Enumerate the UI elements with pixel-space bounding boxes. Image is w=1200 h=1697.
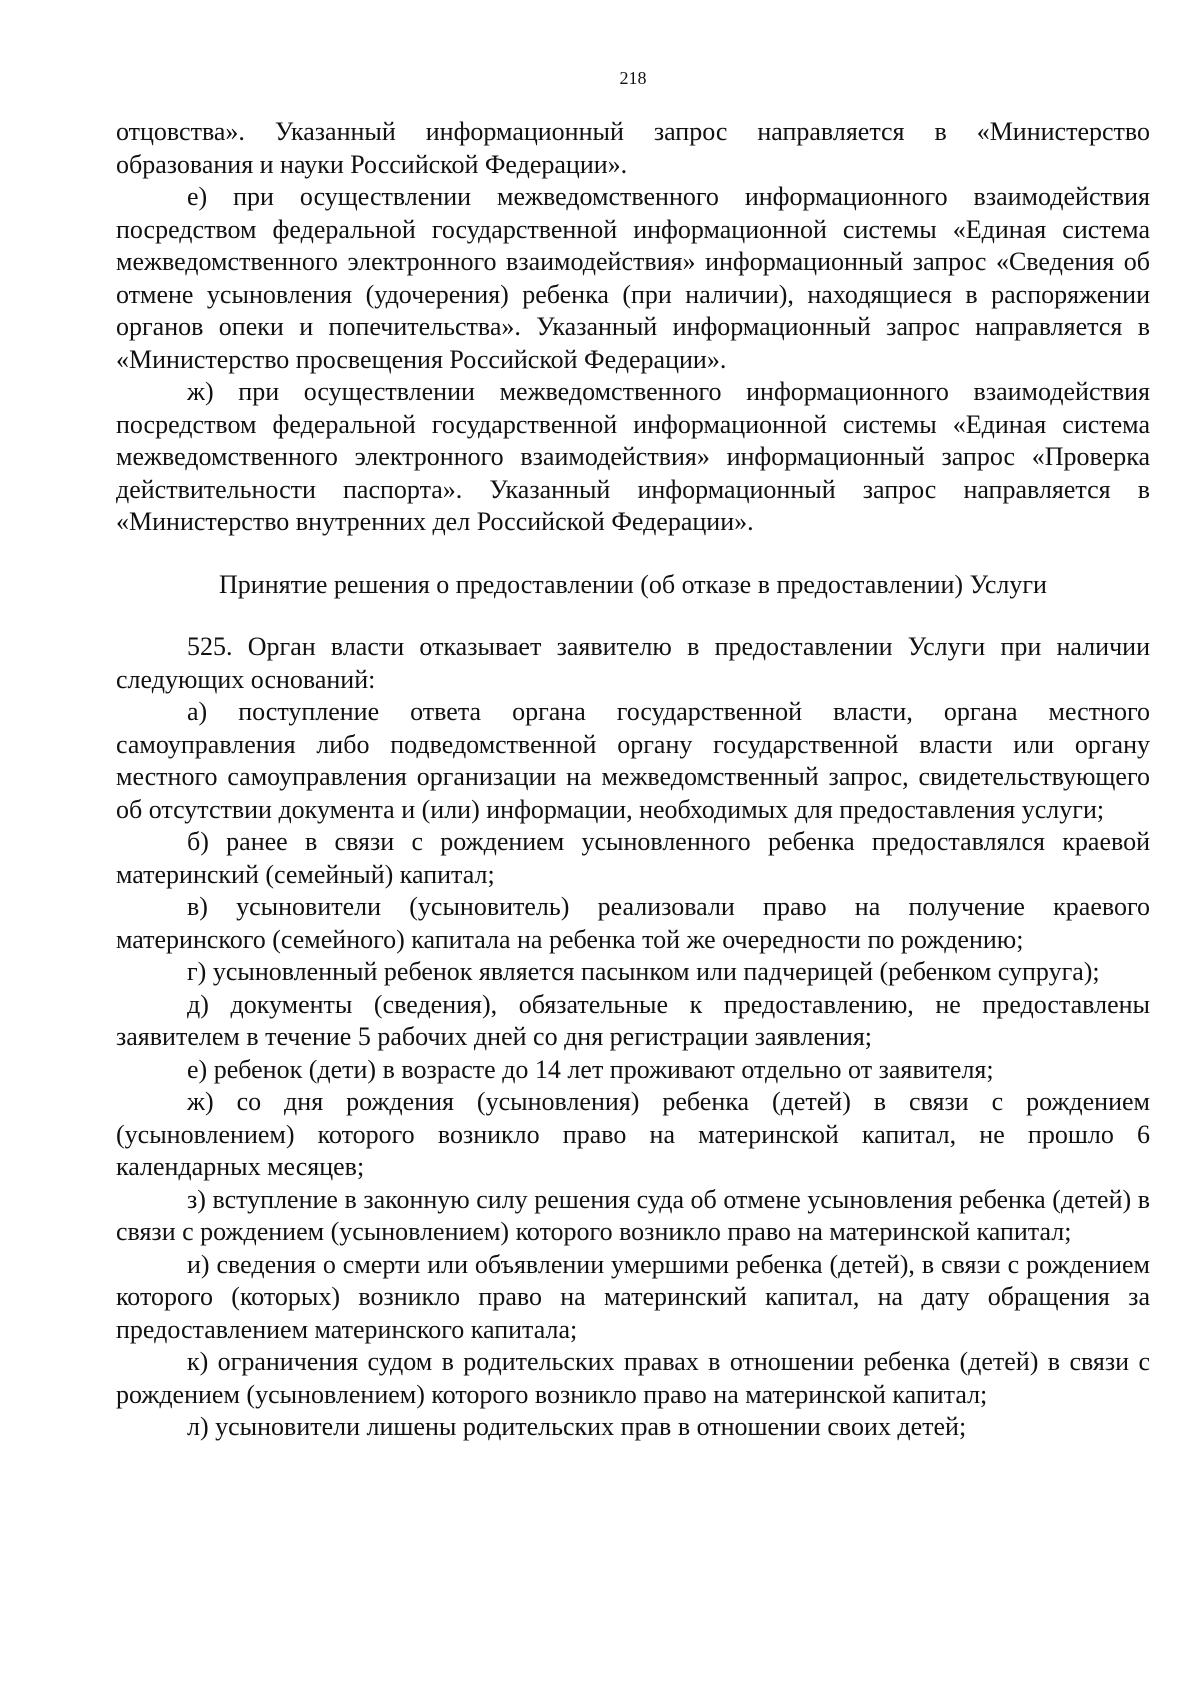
list-item-a: а) поступление ответа органа государственной власти, органа местного самоуправления либо подведомственной органу государственной власти или органу местного самоуправления организации на межведомственный запрос, свидетельствующего об отсутствии документа и (или) информации, необходимых для предоставления услуги; <box>116 697 1150 824</box>
section-heading: Принятие решения о предоставлении (об отказе в предоставлении) Услуги <box>219 569 1047 599</box>
list-item-z: з) вступление в законную силу решения суда об отмене усыновления ребенка (детей) в связи с рождением (усыновлением) которого возникло право на материнской капитал; <box>116 1184 1150 1246</box>
list-item-b: б) ранее в связи с рождением усыновленного ребенка предоставлялся краевой материнский (семейный) капитал; <box>116 827 1150 889</box>
paragraph-item-e-request: е) при осуществлении межведомственного информационного взаимодействия посредством федеральной государственной информационной системы «Единая система межведомственного электронного взаимодействия» информационный запрос «Сведения об отмене усыновления (удочерения) ребенка (при наличии), находящиеся в распоряжении органов опеки и попечительства». Указанный информационный запрос направляется в «Министерство просвещения Российской Федерации». <box>116 182 1150 374</box>
list-item-v: в) усыновители (усыновитель) реализовали право на получение краевого материнского (семейного) капитала на ребенка той же очередности по рождению; <box>116 892 1150 954</box>
document-body <box>116 116 1150 1444</box>
list-item-e: е) ребенок (дети) в возрасте до 14 лет проживают отдельно от заявителя; <box>187 1054 994 1084</box>
page-number: 218 <box>619 68 647 88</box>
paragraph-continuation: отцовства». Указанный информационный запрос направляется в «Министерство образования и науки Российской Федерации». <box>116 117 1150 179</box>
paragraph-525: 525. Орган власти отказывает заявителю в предоставлении Услуги при наличии следующих оснований: <box>116 632 1150 694</box>
list-item-zh: ж) со дня рождения (усыновления) ребенка (детей) в связи с рождением (усыновлением) которого возникло право на материнской капитал, не прошло 6 календарных месяцев; <box>116 1087 1150 1181</box>
list-item-l: л) усыновители лишены родительских прав в отношении своих детей; <box>187 1412 967 1441</box>
list-item-k: к) ограничения судом в родительских правах в отношении ребенка (детей) в связи с рождением (усыновлением) которого возникло право на материнской капитал; <box>116 1347 1150 1409</box>
list-item-d: д) документы (сведения), обязательные к предоставлению, не предоставлены заявителем в течение 5 рабочих дней со дня регистрации заявления; <box>116 989 1150 1051</box>
paragraph-item-zh-request: ж) при осуществлении межведомственного информационного взаимодействия посредством федеральной государственной информационной системы «Единая система межведомственного электронного взаимодействия» информационный запрос «Проверка действительности паспорта». Указанный информационный запрос направляется в «Министерство внутренних дел Российской Федерации». <box>116 377 1150 536</box>
list-item-g: г) усыновленный ребенок является пасынком или падчерицей (ребенком супруга); <box>187 957 1100 986</box>
list-item-i: и) сведения о смерти или объявлении умершими ребенка (детей), в связи с рождением которого (которых) возникло право на материнский капитал, на дату обращения за предоставлением материнского капитала; <box>116 1249 1150 1344</box>
